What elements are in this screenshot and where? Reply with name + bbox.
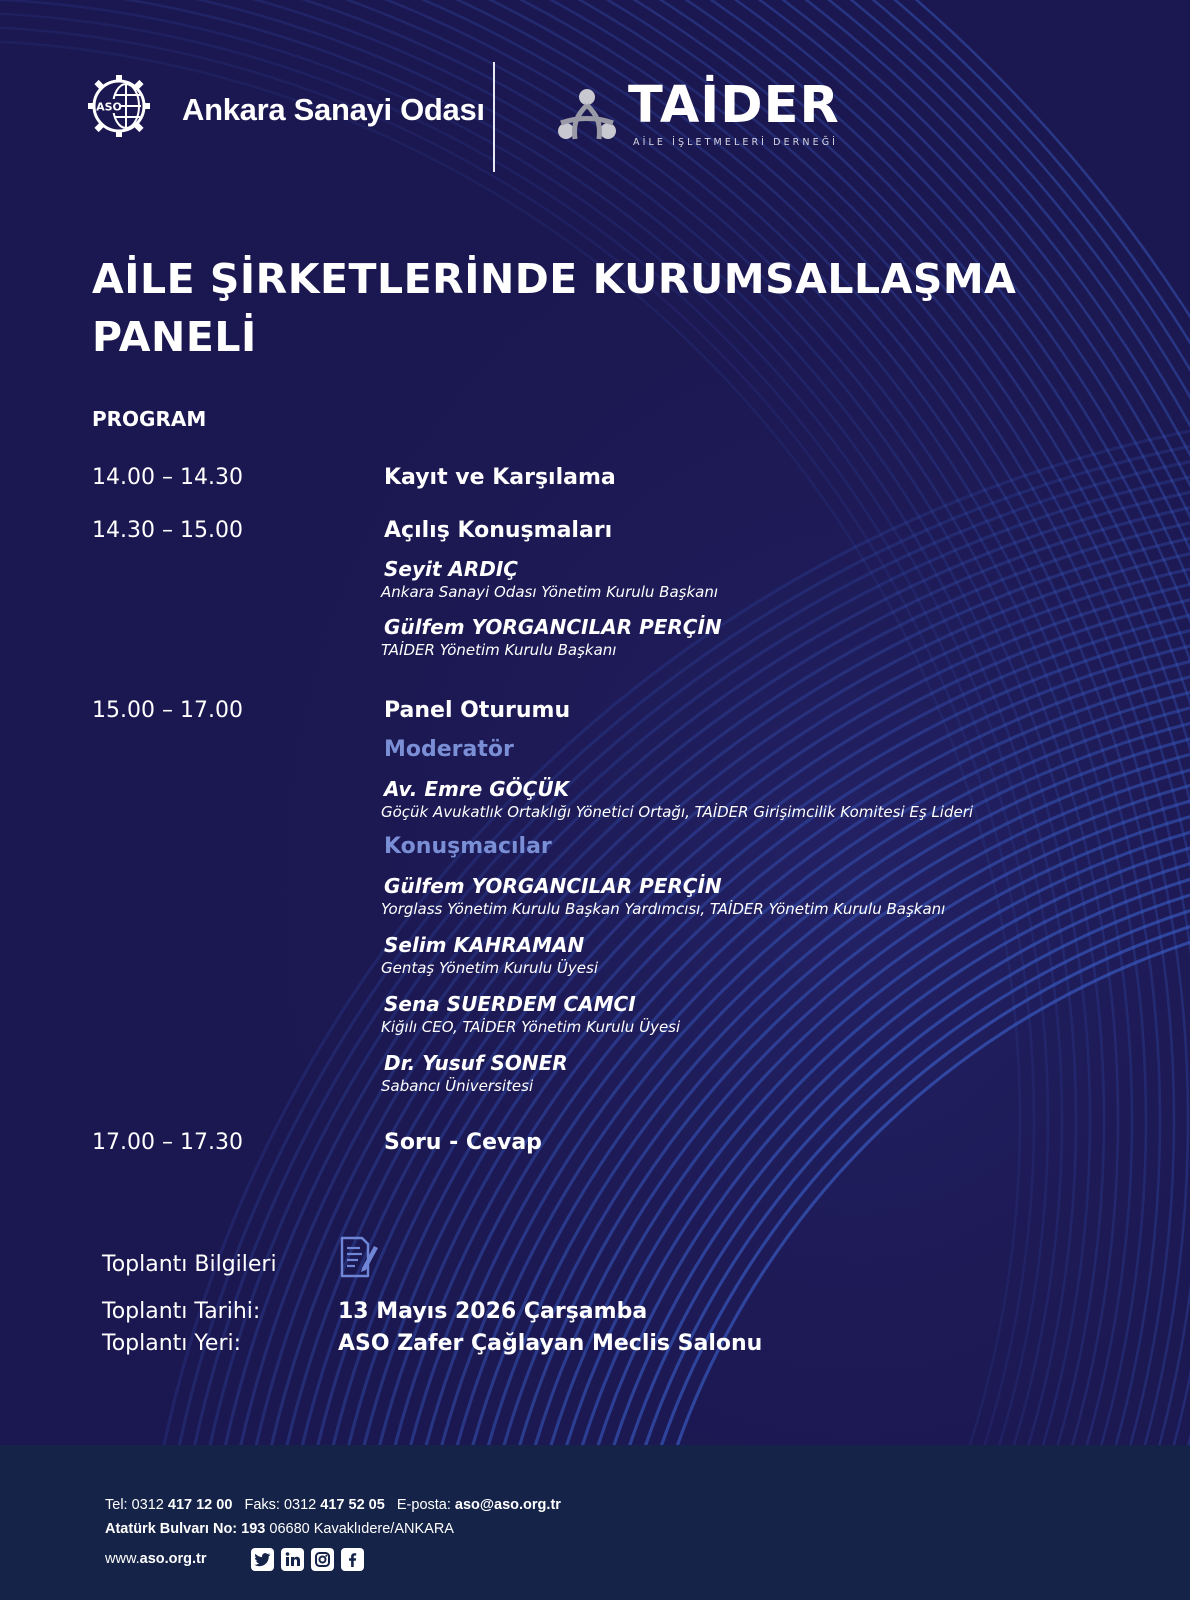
address-city: 06680 Kavaklıdere/ANKARA (269, 1521, 454, 1537)
email-label: E-posta: (396, 1497, 451, 1513)
instagram-icon[interactable] (311, 1548, 334, 1571)
address-street: Atatürk Bulvarı No: 193 (105, 1521, 266, 1537)
moderator-name: Av. Emre GÖÇÜK (384, 777, 570, 801)
slot-activity: Açılış Konuşmaları (384, 518, 613, 543)
aso-logo (88, 75, 150, 137)
svg-text:ASO: ASO (96, 100, 122, 114)
header (0, 0, 1190, 200)
speaker-name: Gülfem YORGANCILAR PERÇİN (384, 615, 722, 639)
slot-time: 14.30 – 15.00 (92, 518, 243, 543)
speaker-title: Gentaş Yönetim Kurulu Üyesi (381, 959, 598, 977)
speaker-title: Yorglass Yönetim Kurulu Başkan Yardımcısı, TAİDER Yönetim Kurulu Başkanı (381, 900, 946, 918)
slot-time: 14.00 – 14.30 (92, 465, 243, 490)
taider-subtitle: AİLE İŞLETMELERİ DERNEĞİ (633, 137, 839, 148)
moderator-label: Moderatör (384, 737, 514, 762)
slot-time: 15.00 – 17.00 (92, 698, 243, 723)
fax-label: Faks: 0312 (244, 1497, 317, 1513)
footer-contact (105, 1497, 561, 1513)
meeting-place-label: Toplantı Yeri: (102, 1331, 242, 1356)
speaker-title: Kiğılı CEO, TAİDER Yönetim Kurulu Üyesi (381, 1018, 681, 1036)
speaker-title: Ankara Sanayi Odası Yönetim Kurulu Başkanı (381, 583, 719, 601)
footer-address (105, 1521, 454, 1537)
web-domain: aso.org.tr (139, 1551, 207, 1567)
speaker-title: Sabancı Üniversitesi (381, 1077, 534, 1095)
speakers-label: Konuşmacılar (384, 834, 552, 859)
slot-activity: Panel Oturumu (384, 698, 571, 723)
taider-logo (553, 87, 621, 149)
linkedin-icon[interactable] (281, 1548, 304, 1571)
speaker-name: Gülfem YORGANCILAR PERÇİN (384, 874, 722, 898)
title-line-1: AİLE ŞİRKETLERİNDE KURUMSALLAŞMA (92, 255, 1017, 303)
document-pen-icon (338, 1234, 380, 1280)
speaker-name: Sena SUERDEM CAMCI (384, 992, 636, 1016)
tel-number[interactable]: 417 12 00 (167, 1497, 233, 1513)
slot-activity: Kayıt ve Karşılama (384, 465, 616, 490)
title-line-2: PANELİ (92, 313, 257, 361)
taider-name: TAİDER (628, 76, 840, 135)
speaker-name: Dr. Yusuf SONER (384, 1051, 568, 1075)
speaker-title: TAİDER Yönetim Kurulu Başkanı (381, 641, 617, 659)
footer-website[interactable] (105, 1551, 207, 1567)
email-link[interactable]: aso@aso.org.tr (454, 1497, 561, 1513)
speaker-name: Selim KAHRAMAN (384, 933, 585, 957)
aso-name: Ankara Sanayi Odası (182, 92, 485, 127)
twitter-icon[interactable] (251, 1548, 274, 1571)
meeting-date-value: 13 Mayıs 2026 Çarşamba (338, 1299, 648, 1324)
tel-label: Tel: 0312 (105, 1497, 164, 1513)
moderator-title: Göçük Avukatlık Ortaklığı Yönetici Ortağı, TAİDER Girişimcilik Komitesi Eş Lideri (381, 803, 974, 821)
event-title (92, 250, 1016, 366)
meeting-place-value: ASO Zafer Çağlayan Meclis Salonu (338, 1331, 763, 1356)
fax-number: 417 52 05 (320, 1497, 385, 1513)
slot-activity: Soru - Cevap (384, 1130, 542, 1155)
facebook-icon[interactable] (341, 1548, 364, 1571)
program-heading: PROGRAM (92, 407, 207, 431)
speaker-name: Seyit ARDIÇ (384, 557, 518, 581)
slot-time: 17.00 – 17.30 (92, 1130, 243, 1155)
header-divider (493, 62, 495, 172)
meeting-info-heading: Toplantı Bilgileri (102, 1252, 277, 1277)
meeting-date-label: Toplantı Tarihi: (102, 1299, 261, 1324)
web-prefix: www. (105, 1551, 140, 1567)
